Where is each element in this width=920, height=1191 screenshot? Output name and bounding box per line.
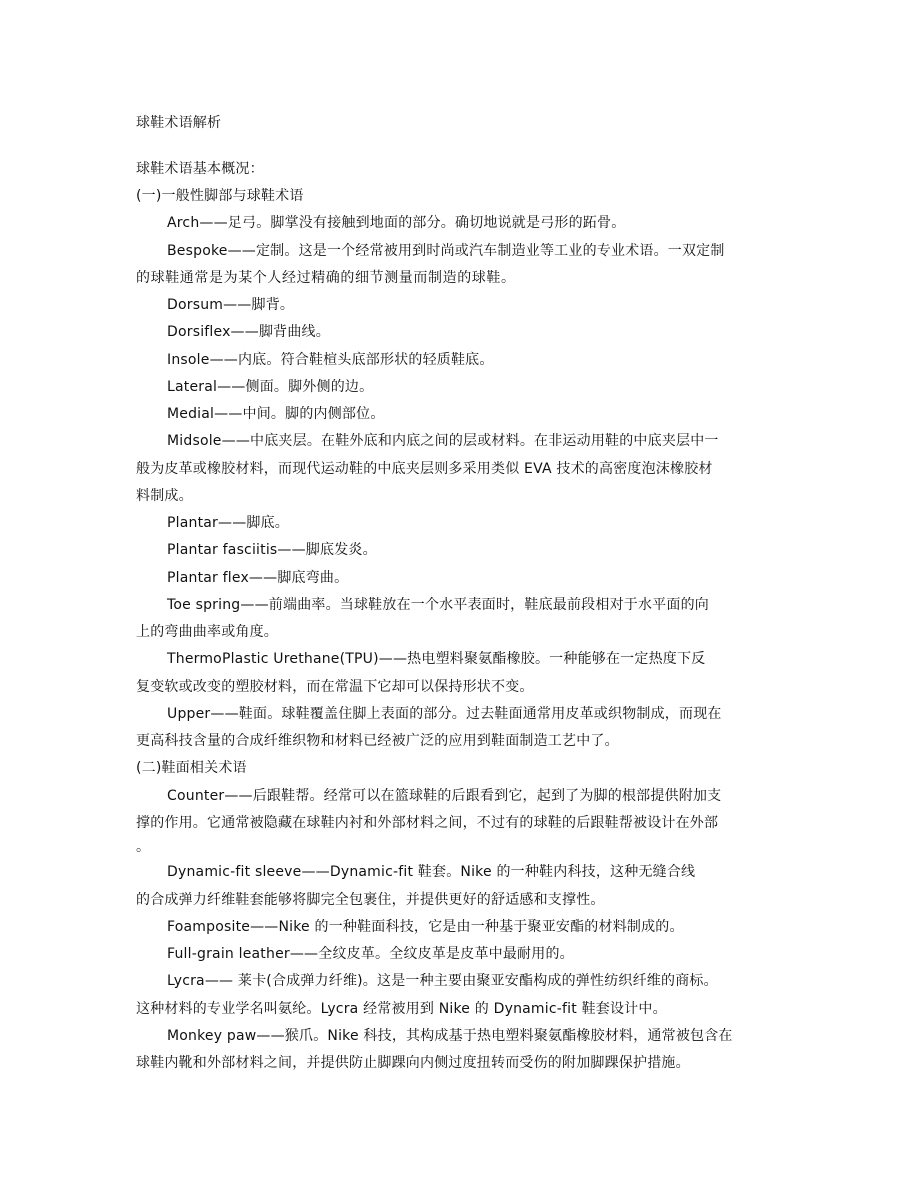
term-bespoke: Bespoke——定制。这是一个经常被用到时尚或汽车制造业等工业的专业术语。一双定制 <box>167 243 725 259</box>
term-toe-spring: Toe spring——前端曲率。当球鞋放在一个水平表面时，鞋底最前段相对于水平面的向 <box>167 597 709 613</box>
term-lycra-cont: 这种材料的专业学名叫氨纶。Lycra 经常被用到 Nike 的 Dynamic-fit 鞋套设计中。 <box>136 1001 667 1017</box>
term-dorsiflex: Dorsiflex——脚背曲线。 <box>167 324 330 340</box>
term-monkey-paw: Monkey paw——猴爪。Nike 科技，其构成基于热电塑料聚氨酯橡胶材料，通常被包含在 <box>167 1028 733 1044</box>
term-plantar-fasciitis: Plantar fasciitis——脚底发炎。 <box>167 542 377 558</box>
term-dorsum: Dorsum——脚背。 <box>167 297 295 313</box>
term-upper-cont: 更高科技含量的合成纤维织物和材料已经被广泛的应用到鞋面制造工艺中了。 <box>136 733 619 749</box>
term-monkey-paw-cont: 球鞋内靴和外部材料之间，并提供防止脚踝向内侧过度扭转而受伤的附加脚踝保护措施。 <box>136 1055 690 1071</box>
term-dynamic-fit: Dynamic-fit sleeve——Dynamic-fit 鞋套。Nike 的一种鞋内科技，这种无缝合线 <box>167 864 696 880</box>
term-insole: Insole——内底。符合鞋楦头底部形状的轻质鞋底。 <box>167 352 494 368</box>
term-counter-cont-1: 撑的作用。它通常被隐藏在球鞋内衬和外部材料之间，不过有的球鞋的后跟鞋帮被设计在外部 <box>136 815 719 831</box>
term-lateral: Lateral——侧面。脚外侧的边。 <box>167 379 374 395</box>
term-arch: Arch——足弓。脚掌没有接触到地面的部分。确切地说就是弓形的跖骨。 <box>167 215 626 231</box>
term-plantar: Plantar——脚底。 <box>167 515 290 531</box>
term-full-grain-leather: Full-grain leather——全纹皮革。全纹皮革是皮革中最耐用的。 <box>167 946 574 962</box>
term-medial: Medial——中间。脚的内侧部位。 <box>167 406 385 422</box>
document-title: 球鞋术语解析 <box>136 115 222 131</box>
term-bespoke-cont: 的球鞋通常是为某个人经过精确的细节测量而制造的球鞋。 <box>136 270 516 286</box>
term-dynamic-fit-cont: 的合成弹力纤维鞋套能够将脚完全包裹住，并提供更好的舒适感和支撑性。 <box>136 892 605 908</box>
term-toe-spring-cont: 上的弯曲曲率或角度。 <box>136 624 278 640</box>
term-lycra: Lycra—— 莱卡(合成弹力纤维)。这是一种主要由聚亚安酯构成的弹性纺织纤维的商标。 <box>167 973 718 989</box>
term-tpu-cont: 复变软或改变的塑胶材料，而在常温下它却可以保持形状不变。 <box>136 679 534 695</box>
section-heading-upper: (二)鞋面相关术语 <box>136 760 247 776</box>
overview-heading: 球鞋术语基本概况： <box>136 161 264 177</box>
term-midsole-cont-2: 料制成。 <box>136 488 193 504</box>
term-plantar-flex: Plantar flex——脚底弯曲。 <box>167 570 349 586</box>
term-counter: Counter——后跟鞋帮。经常可以在篮球鞋的后跟看到它，起到了为脚的根部提供附加支 <box>167 788 722 804</box>
term-foamposite: Foamposite——Nike 的一种鞋面科技，它是由一种基于聚亚安酯的材料制成的。 <box>167 919 684 935</box>
term-tpu: ThermoPlastic Urethane(TPU)——热电塑料聚氨酯橡胶。一种能够在一定热度下反 <box>167 651 706 667</box>
section-heading-general: (一)一般性脚部与球鞋术语 <box>136 188 304 204</box>
term-upper: Upper——鞋面。球鞋覆盖住脚上表面的部分。过去鞋面通常用皮革或织物制成，而现在 <box>167 706 722 722</box>
term-midsole-cont-1: 般为皮革或橡胶材料，而现代运动鞋的中底夹层则多采用类似 EVA 技术的高密度泡沫橡胶材 <box>136 461 713 477</box>
term-midsole: Midsole——中底夹层。在鞋外底和内底之间的层或材料。在非运动用鞋的中底夹层中一 <box>167 433 719 449</box>
term-counter-cont-2: 。 <box>136 839 151 855</box>
